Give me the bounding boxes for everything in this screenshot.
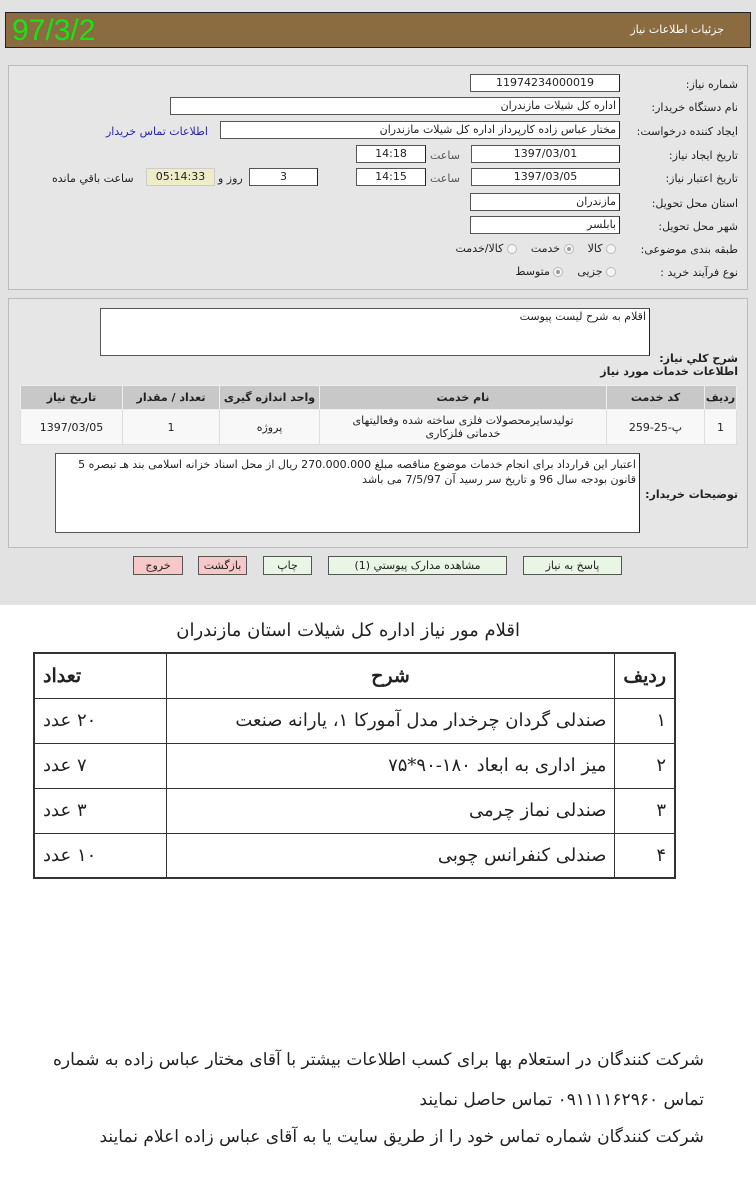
col-code: کد خدمت — [607, 386, 705, 410]
validity-date-field: 1397/03/05 — [471, 168, 620, 186]
item-quantity: ۳ عدد — [34, 788, 166, 833]
item-description: صندلی نماز چرمی — [166, 788, 615, 833]
need-number-label: شماره نیاز: — [685, 78, 738, 91]
item-row-number: ۱ — [615, 698, 675, 743]
items-col-row: ردیف — [615, 653, 675, 698]
city-label: شهر محل تحویل: — [658, 220, 738, 233]
date-stamp: 97/3/2 — [12, 14, 96, 47]
buyer-notes-textarea[interactable]: اعتبار این قرارداد برای انجام خدمات موضوع مناقصه مبلغ 270.000.000 ریال از محل اسناد خزانه اسلامی بند هـ تبصره 5 قانون بودجه سال 96 و تاریخ سر رسید آن 7/5/97 می باشد — [55, 453, 640, 533]
validity-time-label: ساعت — [430, 172, 460, 185]
services-heading: اطلاعات خدمات مورد نیاز — [600, 365, 738, 378]
province-field: مازندران — [470, 193, 620, 211]
created-date-label: تاریخ ایجاد نیاز: — [668, 149, 738, 162]
category-radio-goods-service[interactable] — [507, 244, 517, 254]
buyer-org-field: اداره کل شیلات مازندران — [170, 97, 620, 115]
countdown-field: 05:14:33 — [146, 168, 215, 186]
cell-row: 1 — [705, 410, 737, 445]
item-row-number: ۴ — [615, 833, 675, 878]
table-row — [34, 788, 675, 833]
process-option-medium: متوسط — [515, 265, 550, 278]
province-label: استان محل تحویل: — [651, 197, 738, 210]
city-field: بابلسر — [470, 216, 620, 234]
col-unit: واحد اندازه گیری — [220, 386, 320, 410]
item-row-number: ۲ — [615, 743, 675, 788]
view-attachments-button[interactable]: مشاهده مدارک پیوستي (1) — [328, 556, 507, 575]
summary-label: شرح کلي نیاز: — [659, 352, 738, 365]
days-remaining-field: 3 — [249, 168, 318, 186]
created-time-label: ساعت — [430, 149, 460, 162]
table-row — [34, 743, 675, 788]
process-option-minor: جزیی — [577, 265, 603, 278]
buyer-org-label: نام دستگاه خریدار: — [651, 101, 738, 114]
buyer-contact-link[interactable]: اطلاعات تماس خریدار — [106, 125, 208, 138]
item-description: صندلی گردان چرخدار مدل آمورکا ۱، یارانه صنعت — [166, 698, 615, 743]
need-number-field: 11974234000019 — [470, 74, 620, 92]
process-radio-group — [515, 265, 616, 278]
item-description: میز اداری به ابعاد ۱۸۰-۹۰*۷۵ — [166, 743, 615, 788]
items-header-row — [34, 653, 675, 698]
back-button[interactable]: بازگشت — [198, 556, 247, 575]
process-radio-medium[interactable] — [553, 267, 563, 277]
page-title: جزئیات اطلاعات نیاز — [630, 23, 724, 36]
process-radio-minor[interactable] — [606, 267, 616, 277]
table-row — [21, 410, 737, 445]
buyer-notes-label: توضیحات خریدار: — [645, 488, 738, 501]
validity-time-field: 14:15 — [356, 168, 426, 186]
contact-note-line-2: تماس ۰۹۱۱۱۱۶۲۹۶۰ تماس حاصل نمایند — [419, 1090, 704, 1110]
category-option-goods-service: کالا/خدمت — [455, 242, 504, 255]
item-quantity: ۱۰ عدد — [34, 833, 166, 878]
col-date: تاریخ نیاز — [21, 386, 123, 410]
item-row-number: ۳ — [615, 788, 675, 833]
category-radio-group — [456, 242, 617, 255]
item-description: صندلی کنفرانس چوبی — [166, 833, 615, 878]
category-option-goods: کالا — [587, 242, 603, 255]
attachment-items-table — [33, 652, 676, 879]
category-option-service: خدمت — [530, 242, 561, 255]
col-name: نام خدمت — [320, 386, 607, 410]
cell-qty: 1 — [123, 410, 220, 445]
process-label: نوع فرآیند خرید : — [660, 266, 738, 279]
days-label: روز و — [218, 172, 243, 185]
created-time-field: 14:18 — [356, 145, 426, 163]
creator-label: ایجاد کننده درخواست: — [636, 125, 738, 138]
cell-unit: پروژه — [220, 410, 320, 445]
print-button[interactable]: چاپ — [263, 556, 312, 575]
items-col-qty: تعداد — [34, 653, 166, 698]
category-radio-goods[interactable] — [606, 244, 616, 254]
attachment-title: اقلام مور نیاز اداره کل شیلات استان مازندران — [176, 620, 520, 641]
category-radio-service[interactable] — [564, 244, 574, 254]
item-quantity: ۲۰ عدد — [34, 698, 166, 743]
cell-date: 1397/03/05 — [21, 410, 123, 445]
validity-date-label: تاریخ اعتبار نیاز: — [665, 172, 738, 185]
table-row — [34, 698, 675, 743]
created-date-field: 1397/03/01 — [471, 145, 620, 163]
category-label: طبقه بندی موضوعی: — [640, 243, 738, 256]
creator-field: مختار عباس زاده کارپرداز اداره کل شیلات مازندران — [220, 121, 620, 139]
cell-code: پ-25-259 — [607, 410, 705, 445]
summary-textarea[interactable]: اقلام به شرح لیست پیوست — [100, 308, 650, 356]
services-header-row — [21, 386, 737, 410]
services-table — [20, 385, 737, 445]
contact-note-line-1: شرکت کنندگان در استعلام بها برای کسب اطلاعات بیشتر با آقای مختار عباس زاده به شماره — [52, 1050, 704, 1070]
cell-name: تولیدسایرمحصولات فلزی ساخته شده وفعالیتهای خدماتی فلزکاری — [320, 410, 607, 445]
page-header — [5, 12, 751, 48]
item-quantity: ۷ عدد — [34, 743, 166, 788]
remaining-label: ساعت باقي مانده — [52, 172, 134, 185]
exit-button[interactable]: خروج — [133, 556, 183, 575]
items-col-desc: شرح — [166, 653, 615, 698]
col-row: ردیف — [705, 386, 737, 410]
table-row — [34, 833, 675, 878]
reply-button[interactable]: پاسخ به نیاز — [523, 556, 622, 575]
contact-note-line-3: شرکت کنندگان شماره تماس خود را از طریق سایت یا به آقای عباس زاده اعلام نمایند — [99, 1127, 704, 1147]
col-qty: تعداد / مقدار — [123, 386, 220, 410]
